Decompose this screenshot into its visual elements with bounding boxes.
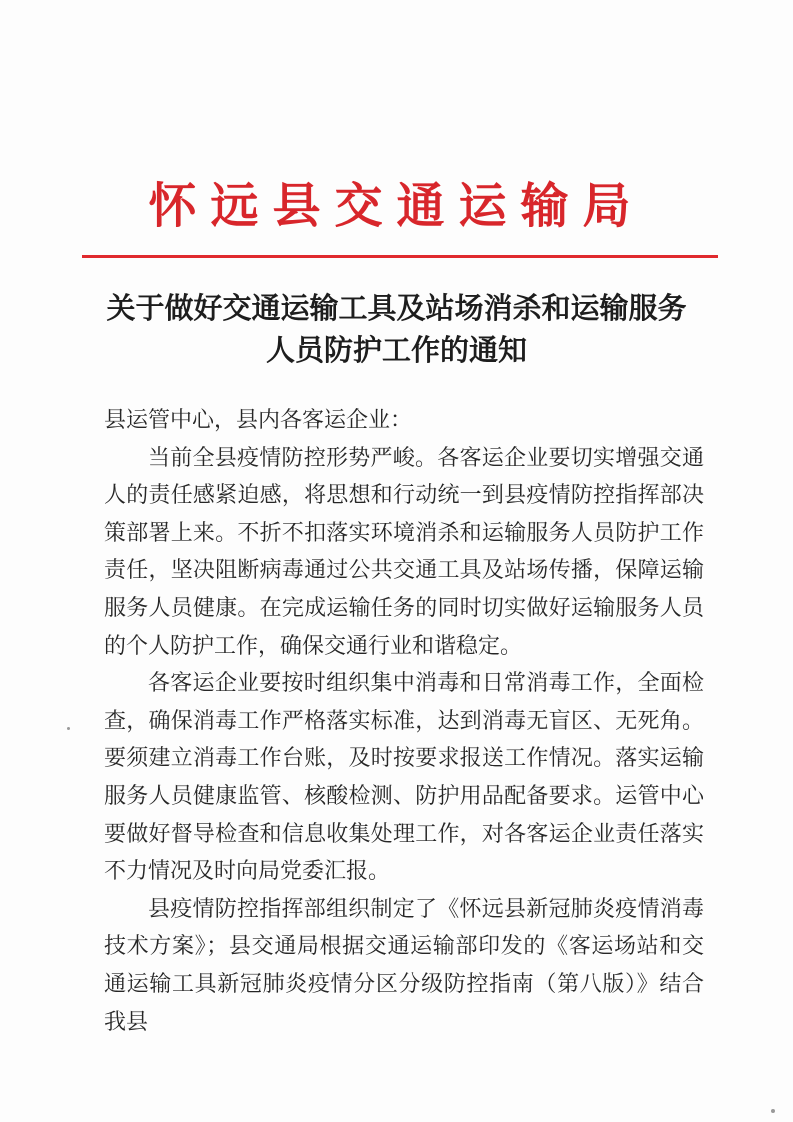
body-paragraph-3: 县疫情防控指挥部组织制定了《怀远县新冠肺炎疫情消毒技术方案》；县交通局根据交通运输部印发的《客运场站和交通运输工具新冠肺炎疫情分区分级防控指南（第八版）》结合我县 (104, 896, 704, 1035)
scan-speck (771, 1109, 775, 1113)
document-title-line-2: 人员防护工作的通知 (265, 333, 527, 367)
red-header-divider (82, 255, 718, 258)
scan-speck (67, 727, 70, 730)
issuing-organization-header: 怀远县交通运输局 (148, 178, 645, 234)
body-paragraph-2: 各客运企业要按时组织集中消毒和日常消毒工作，全面检查，确保消毒工作严格落实标准，达到消毒无盲区、无死角。要须建立消毒工作台账，及时按要求报送工作情况。落实运输服务人员健康监管、核酸检测、防护用品配备要求。运管中心要做好督导检查和信息收集处理工作，对各客运企业责任落实不力情况及时向局党委汇报。 (104, 671, 704, 885)
salutation: 县运管中心，县内各客运企业： (104, 408, 413, 433)
document-title (80, 287, 713, 371)
document-title-line-1: 关于做好交通运输工具及站场消杀和运输服务 (106, 291, 687, 325)
body-paragraph-1: 当前全县疫情防控形势严峻。各客运企业要切实增强交通人的责任感紧迫感，将思想和行动统一到县疫情防控指挥部决策部署上来。不折不扣落实环境消杀和运输服务人员防护工作责任，坚决阻断病毒通过公共交通工具及站场传播，保障运输服务人员健康。在完成运输任务的同时切实做好运输服务人员的个人防护工作，确保交通行业和谐稳定。 (104, 445, 704, 659)
document-body (104, 402, 704, 1041)
